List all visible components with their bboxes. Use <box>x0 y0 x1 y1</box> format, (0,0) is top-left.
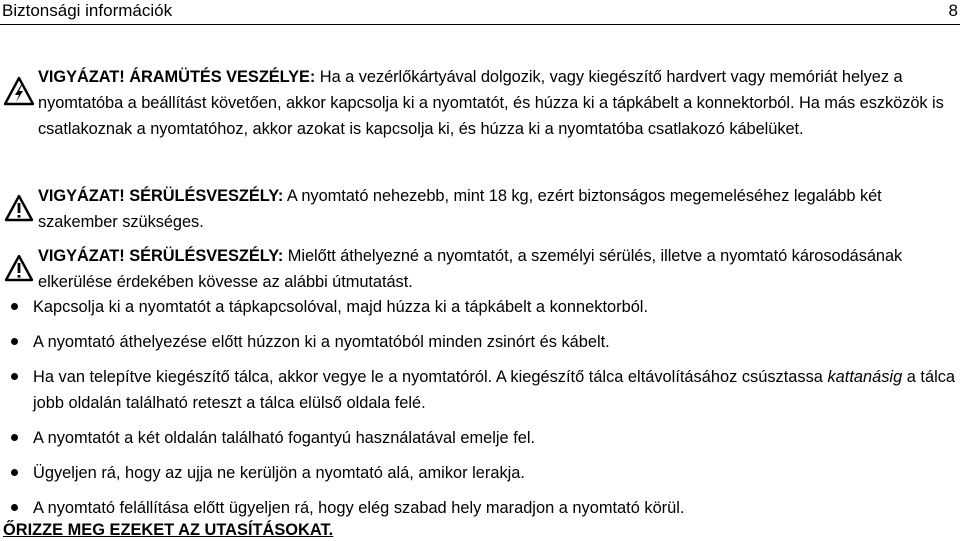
hazard-label: SÉRÜLÉSVESZÉLY: <box>129 247 284 265</box>
caution-triangle-icon <box>4 193 34 223</box>
warning-injury-move <box>4 243 954 295</box>
electric-shock-warning-icon <box>4 76 34 106</box>
list-item <box>0 364 960 416</box>
bullet-icon <box>11 373 18 380</box>
warning-label: VIGYÁZAT! <box>38 68 125 86</box>
list-item-text: Kapcsolja ki a nyomtatót a tápkapcsolóval, majd húzza ki a tápkábelt a konnektorból. <box>33 298 649 316</box>
list-item-text: A nyomtatót a két oldalán található fogantyú használatával emelje fel. <box>33 429 536 447</box>
list-item-text: A nyomtató áthelyezése előtt húzzon ki a nyomtatóból minden zsinórt és kábelt. <box>33 333 610 351</box>
page-number: 8 <box>948 1 958 20</box>
list-item <box>0 460 960 486</box>
list-item <box>0 294 960 320</box>
hazard-label: ÁRAMÜTÉS VESZÉLYE: <box>129 68 316 86</box>
warning-label: VIGYÁZAT! <box>38 187 125 205</box>
warning-text <box>38 183 954 235</box>
list-item-text: Ügyeljen rá, hogy az ujja ne kerüljön a nyomtató alá, amikor lerakja. <box>33 464 525 482</box>
warning-text <box>38 243 954 295</box>
bullet-icon <box>11 504 18 511</box>
list-item <box>0 425 960 451</box>
bullet-icon <box>11 303 18 310</box>
instruction-list <box>0 294 960 530</box>
list-item-text: a tálca jobb oldalán található reteszt a tálca elülső oldala felé. <box>33 368 956 412</box>
warning-body: Mielőtt áthelyezné a nyomtatót, a személyi sérülés, illetve a nyomtató károsodásának elkerülése érdekében kövesse az alábbi útmutatást. <box>38 247 903 291</box>
warning-injury-weight <box>4 183 954 235</box>
warning-body: A nyomtató nehezebb, mint 18 kg, ezért biztonságos megemeléséhez legalább két szakember szükséges. <box>38 187 882 231</box>
bullet-icon <box>11 469 18 476</box>
warning-body: Ha a vezérlőkártyával dolgozik, vagy kiegészítő hardvert vagy memóriát helyez a nyomtatóba a beállítást követően, akkor kapcsolja ki a nyomtatót, és húzza ki a tápkábelt a konnektorból. Ha más eszközök is csatlakoznak a nyomtatóhoz, akkor azokat is kapcsolja ki, és húzza ki a nyomtatóba csatlakozó kábelüket. <box>38 68 944 138</box>
warning-label: VIGYÁZAT! <box>38 247 125 265</box>
list-item-italic: kattanásig <box>827 368 903 386</box>
list-item-text: A nyomtató felállítása előtt ügyeljen rá, hogy elég szabad hely maradjon a nyomtató körül. <box>33 499 685 517</box>
caution-triangle-icon <box>4 253 34 283</box>
list-item <box>0 495 960 521</box>
page-header <box>0 0 960 25</box>
save-instructions-footer: ŐRIZZE MEG EZEKET AZ UTASÍTÁSOKAT. <box>3 521 334 539</box>
page-title: Biztonsági információk <box>2 1 173 20</box>
hazard-label: SÉRÜLÉSVESZÉLY: <box>129 187 284 205</box>
bullet-icon <box>11 338 18 345</box>
warning-text <box>38 64 954 142</box>
list-item-text: Ha van telepítve kiegészítő tálca, akkor vegye le a nyomtatóról. A kiegészítő tálca eltávolításához csúsztassa <box>33 368 828 386</box>
bullet-icon <box>11 434 18 441</box>
list-item <box>0 329 960 355</box>
warning-electric-shock <box>4 64 954 172</box>
